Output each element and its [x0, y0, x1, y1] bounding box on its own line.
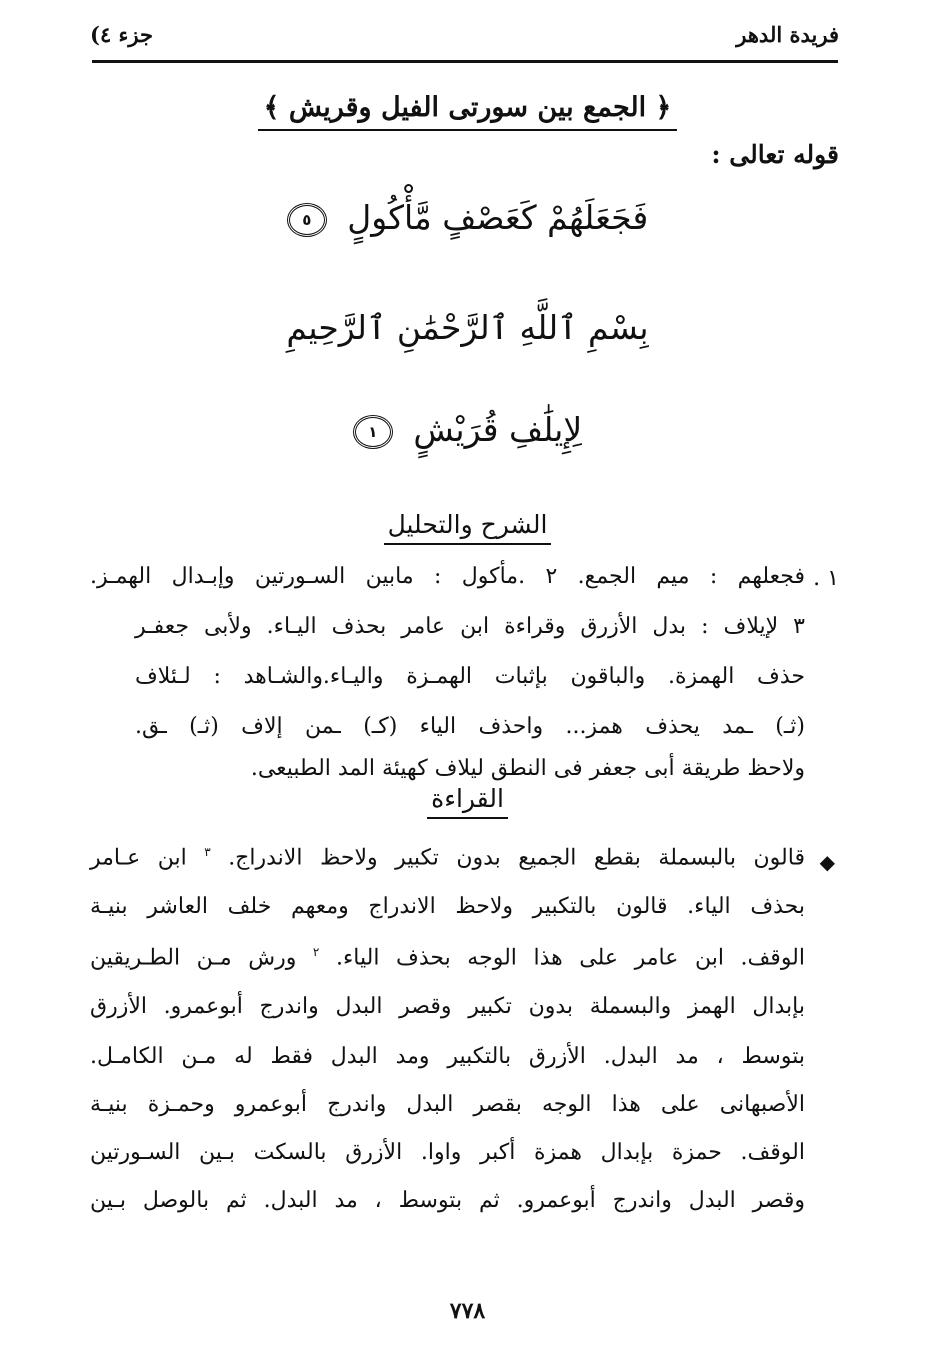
running-header-title: فريدة الدهر [736, 22, 839, 47]
commentary-line-2: ٣ لإيلاف : بدل الأزرق وقراءة ابن عامر بحذف اليـاء. ولأبى جعفـر [135, 614, 805, 639]
verse-1-text: فَجَعَلَهُمْ كَعَصْفٍ مَّأْكُولٍ [347, 198, 649, 237]
reading-line-1: قالون بالبسملة بقطع الجميع بدون تكبير ولاحظ الاندراج. $^٣$ ابن عـامر [90, 845, 805, 871]
commentary-line-1: فجعلهم : ميم الجمع. ٢ .مأكول : مابين السـورتين وإبـدال الهمـز. [90, 564, 805, 589]
header-rule [92, 60, 838, 63]
verse-2-text: لِإِيلَٰفِ قُرَيْشٍ [413, 410, 583, 449]
reading-heading-text: القراءة [427, 784, 508, 819]
verse-1 [0, 198, 935, 237]
commentary-line-3: حذف الهمزة. والباقون بإثبات الهمـزة واليـاء.والشـاهد : لـئلاف [135, 664, 805, 689]
commentary-line-4: (ثـ) ـمد يحذف همز... واحذف الياء (كـ) ـمن إلاف (ثـ) ـق. [135, 714, 805, 739]
section-title [0, 92, 935, 131]
reading-line-7: الوقف. حمزة بإبدال همزة أكبر واوا. الأزرق بالسكت بـين السـورتين [90, 1140, 805, 1165]
basmala: بِسْمِ ٱللَّهِ ٱلرَّحْمَٰنِ ٱلرَّحِيمِ [286, 308, 649, 347]
footnote-marker: ٢ [312, 945, 320, 959]
running-header-part: جزء ٤) [90, 22, 153, 47]
reading-line-6: الأصبهانى على هذا الوجه بقصر البدل واندرج أبوعمرو وحمـزة بنيـة [90, 1092, 805, 1117]
verse-1-number: ٥ [287, 203, 327, 237]
verse-2-number: ١ [353, 415, 393, 449]
section-title-text: ﴿ الجمع بين سورتى الفيل وقريش ﴾ [258, 92, 678, 131]
reading-heading [0, 784, 935, 819]
reading-line-8: وقصر البدل واندرج أبوعمرو. ثم بتوسط ، مد البدل. ثم بالوصل بـين [90, 1188, 805, 1213]
reading-line-4: بإبدال الهمز والبسملة بدون تكبير وقصر البدل واندرج أبوعمرو. الأزرق [90, 994, 805, 1019]
intro-text: قوله تعالى : [711, 140, 839, 169]
footnote-marker: ٣ [204, 845, 211, 859]
reading-line-3: الوقف. ابن عامر على هذا الوجه بحذف الياء. $^٢$ ورش مـن الطـريقين [90, 945, 805, 971]
commentary-heading [0, 510, 935, 545]
commentary-item-number: ١ . [813, 566, 839, 591]
bullet-diamond-icon: ◆ [819, 850, 835, 874]
commentary-line-5: ولاحظ طريقة أبى جعفر فى النطق ليلاف كهيئة المد الطبيعى. [250, 756, 805, 781]
commentary-heading-text: الشرح والتحليل [384, 510, 552, 545]
reading-line-2: بحذف الياء. قالون بالتكبير ولاحظ الاندراج ومعهم خلف العاشر بنيـة [90, 894, 805, 919]
page-number: ٧٧٨ [449, 1298, 486, 1324]
reading-line-5: بتوسط ، مد البدل. الأزرق بالتكبير ومد البدل فقط له مـن الكامـل. [90, 1044, 805, 1069]
verse-2 [0, 410, 935, 449]
